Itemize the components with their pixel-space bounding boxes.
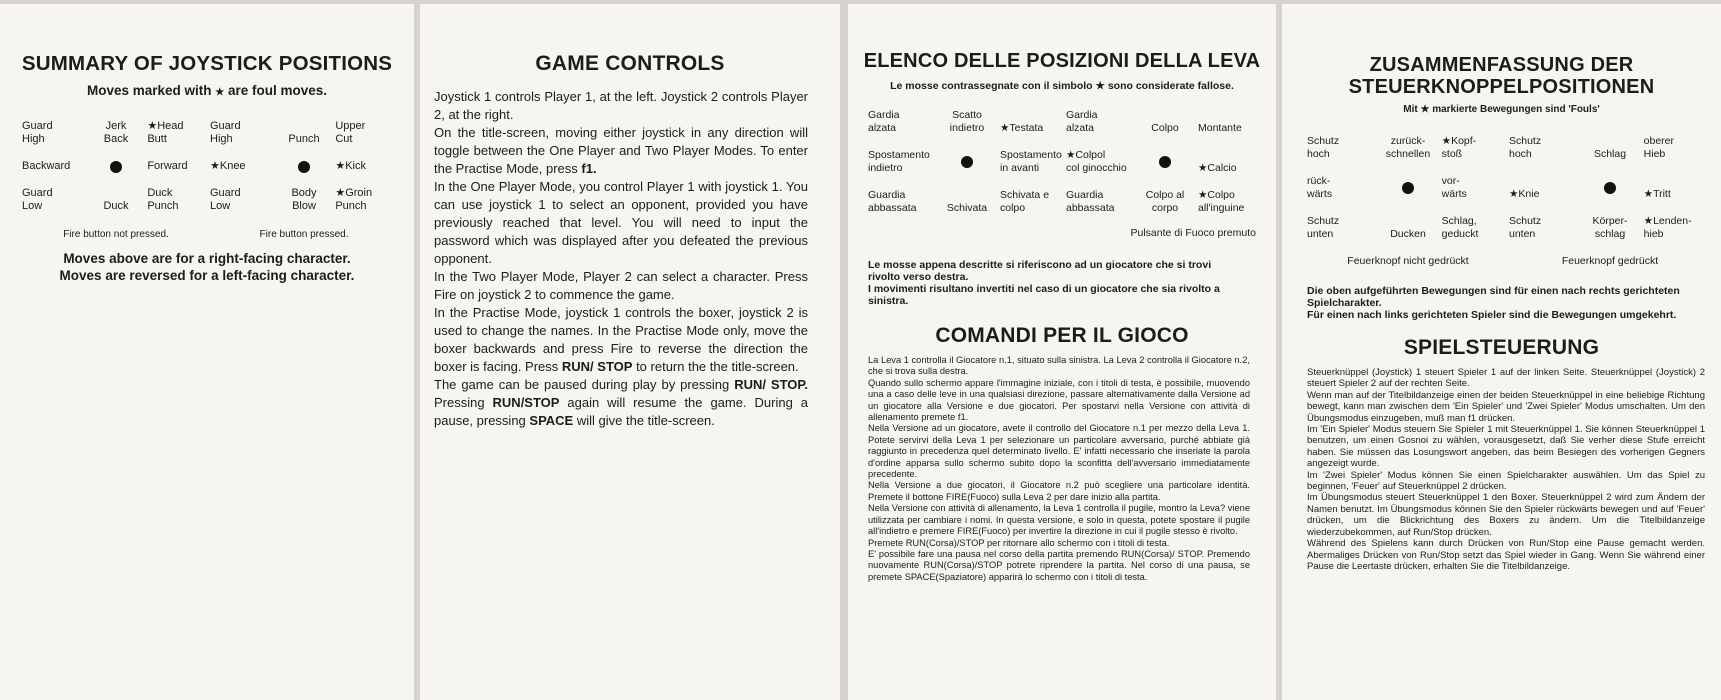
paragraph: Wenn man auf der Titelbildanzeige einen der beiden Steuerknüppel in eine beliebige Richtung bewegt, kann man zwischen dem 'Ein Spieler' und 'Zwei Spieler' Modus umschalten. Um den Übungsmodus einzugeben, muß man f1 drücken. [1307, 389, 1705, 424]
position-label: Duck [103, 200, 129, 212]
star-icon: ★ [215, 87, 225, 98]
position-label: zurück- schnellen [1385, 135, 1431, 160]
position-label: Backward [22, 160, 71, 172]
dot-icon [298, 161, 310, 173]
panel-summary-joystick [0, 4, 414, 700]
dot-icon [1604, 182, 1616, 194]
fire-legend [868, 227, 1256, 239]
position-label: Guard High [210, 120, 241, 145]
panel3-title: ELENCO DELLE POSIZIONI DELLA LEVA [863, 50, 1261, 72]
panel3-subtitle: Le mosse contrassegnate con il simbolo ★ sono considerate fallose. [890, 80, 1234, 92]
position-label: Schlag [1593, 148, 1627, 160]
position-label: vor- wärts [1441, 175, 1467, 200]
position-label: Spostamento in avanti [1000, 149, 1062, 174]
position-label: Colpo al corpo [1145, 189, 1185, 214]
panel3-title2: COMANDI PER IL GIOCO [935, 324, 1189, 347]
panel-italian [848, 4, 1276, 700]
position-label: Punch [288, 133, 320, 145]
position-label: Guard High [22, 120, 53, 145]
text-span: On the title-screen, moving either joystick in any direction will toggle between the One Player and Two Player Modes. To enter the Practise Mode, press [434, 125, 808, 176]
text-span: In the Practise Mode, joystick 1 controls the boxer, joystick 2 is used to change the names. In the Practise Mode only, move the boxer backwards and press Fire to reverse the direction the boxer is facing. Press [434, 305, 808, 374]
text-span: to return the the title-screen. [632, 359, 799, 374]
position-label: oberer Hieb [1643, 135, 1675, 160]
key-run-stop: RUN/ STOP [561, 359, 633, 374]
paragraph: Im Übungsmodus steuert Steuerknüppel 1 den Boxer. Steuerknüppel 2 wird zum Ändern der Namen benutzt. Im Übungsmodus können Sie den Spieler rückwärts bewegen und auf 'Feuer' drücken, um die Blickrichtung des Boxers zu ändern. Um die Titelbildanzeige wiederzubekommen, auf Run/Stop drücken. [1307, 492, 1705, 538]
center-dot-icon [1576, 175, 1643, 201]
position-label: Scatto indietro [949, 109, 985, 134]
dot-icon [1402, 182, 1414, 194]
paragraph: In the Two Player Mode, Player 2 can select a character. Press Fire on joystick 2 to commence the game. [434, 269, 808, 302]
panel4-title: ZUSAMMENFASSUNG DER STEUERKNOPPELPOSITIONEN [1348, 54, 1655, 98]
paragraph: Nella Versione a due giocatori, il Giocatore n.2 può scegliere una particolare identità. Premete il bottone FIRE(Fuoco) sulla Leva 2 per dare inizio alla partita. [868, 480, 1250, 502]
position-label: Schlag, geduckt [1441, 215, 1479, 240]
paragraph: Steuerknüppel (Joystick) 1 steuert Spieler 1 auf der linken Seite. Steuerknüppel (Joystick) 2 steuert Spieler 2 auf der rechten Seite. [1307, 367, 1705, 390]
paragraph: Im 'Zwei Spieler' Modus können Sie einen Spielcharakter auswählen. Um das Spiel zu beginnen, 'Feuer' auf Steuerknüppel 2 drücken. [1307, 469, 1705, 493]
position-label: ★Tritt [1643, 188, 1671, 200]
text-span: again will resume the game. During a pause, pressing [434, 395, 808, 428]
position-label: Jerk Back [103, 120, 129, 145]
paragraph: Nella Versione con attività di allenamento, la Leva 1 controlla il pugile, montro la Leva? viene utilizzata per cambiare i nomi. In questa versione, e solo in questa, potete spostare il pugile all'indietro e premere FIRE(Fuoco) per invertire la direzione in cui il pugile stesso è rivolto. [868, 503, 1250, 537]
panel1-subtitle [0, 83, 414, 98]
paragraph: Im 'Ein Spieler' Modus steuern Sie Spieler 1 mit Steuerknüppel 1. Sie können Steuerknüppel 1 benutzen, um einen Gosnoi zu wählen, vorausgesetzt, daß Sie verher diese Stufe erreicht haben. Sie müssen das Losungswort angeben, das beim Besiegen des vorherigen Gegners angezeigt wurde. [1307, 424, 1705, 470]
panel3-note: Le mosse appena descritte si riferiscono ad un giocatore che si trovi rivolto verso destra. I movimenti risultano invertiti nel caso di un giocatore che sia rivolto a sinistra. [868, 259, 1220, 307]
fire-legend [22, 229, 398, 240]
position-label: rück- wärts [1307, 175, 1333, 200]
position-label: ★Colpo all'inguine [1198, 189, 1245, 214]
position-label: Guardia abbassata [1066, 189, 1115, 214]
panel1-title: SUMMARY OF JOYSTICK POSITIONS [21, 52, 393, 75]
position-label: Colpo [1151, 122, 1179, 134]
position-label: Upper Cut [335, 120, 366, 145]
joystick-grid [1307, 135, 1711, 241]
position-label: Schivata [946, 202, 988, 214]
joystick-grid [22, 120, 398, 213]
position-label: Guardia abbassata [868, 189, 917, 214]
position-label: Schivata e colpo [1000, 189, 1050, 214]
position-label: Schutz unten [1509, 215, 1542, 240]
position-label: Körper- schlag [1592, 215, 1628, 240]
position-label: ★Kopf- stoß [1441, 135, 1477, 160]
position-label: Ducken [1390, 228, 1426, 240]
position-label: Schutz hoch [1509, 135, 1542, 160]
panel3-body [868, 355, 1250, 583]
dot-icon [110, 161, 122, 173]
position-label: Schutz hoch [1307, 135, 1340, 160]
fire-pressed-label: Fire button pressed. [259, 229, 349, 240]
key-run-stop: RUN/ STOP. [734, 377, 809, 392]
paragraph [434, 124, 808, 178]
key-run-stop: RUN/STOP [492, 395, 560, 410]
paragraph: In the One Player Mode, you control Player 1 with joystick 1. You can use joystick 1 to select an opponent, provided you have previously reached that level. You will need to input the password which was displayed after you defeated the previous opponent. [434, 179, 808, 266]
paragraph: Joystick 1 controls Player 1, at the left. Joystick 2 controls Player 2, at the right. [434, 89, 808, 122]
panel2-body [434, 88, 808, 430]
fire-legend [1307, 255, 1711, 267]
position-label: ★Lenden- hieb [1643, 215, 1692, 240]
fire-pressed-label: Pulsante di Fuoco premuto [1130, 227, 1256, 239]
panel1-subtitle-post: are foul moves. [228, 83, 328, 98]
panel4-subtitle: Mit ★ markierte Bewegungen sind 'Fouls' [1403, 104, 1600, 115]
paragraph [434, 376, 808, 430]
paragraph: Quando sullo schermo appare l'immagine iniziale, con i titoli di testa, è possibile, muovendo una a caso delle leve in una qualsiasi direzione, passare alternativamente dalla Versione ad un giocatore alla Versione e due giocatori. Per spostarvi nella Versione con attività di allenamento premete f1. [868, 377, 1250, 423]
center-dot-icon [273, 160, 336, 173]
panel4-title2: SPIELSTEUERUNG [1403, 336, 1600, 359]
position-label: ★Head Butt [147, 120, 184, 145]
fire-pressed-label: Feuerknopf gedrückt [1561, 255, 1659, 267]
position-label: Gardia alzata [1066, 109, 1098, 134]
center-dot-icon [85, 160, 148, 173]
position-label: Body Blow [291, 187, 317, 212]
dot-icon [1159, 156, 1171, 168]
panel4-body [1307, 367, 1705, 572]
text-span: The game can be paused during play by pressing [434, 377, 735, 392]
position-label: ★Groin Punch [335, 187, 373, 212]
position-label: ★Calcio [1198, 162, 1237, 174]
position-label: ★Knie [1509, 188, 1540, 200]
position-label: ★Testata [1000, 122, 1044, 134]
center-dot-icon [1132, 149, 1198, 175]
position-label: ★Knee [210, 160, 246, 172]
panel1-subtitle-pre: Moves marked with [86, 83, 212, 98]
position-label: Spostamento indietro [868, 149, 930, 174]
panel1-note: Moves above are for a right-facing character. Moves are reversed for a left-facing character. [59, 251, 355, 283]
panel-german [1282, 4, 1721, 700]
center-dot-icon [1374, 175, 1441, 201]
fire-not-pressed-label: Fire button not pressed. [63, 229, 169, 240]
position-label: Gardia alzata [868, 109, 900, 134]
center-dot-icon [934, 149, 1000, 175]
position-label: Forward [147, 160, 188, 172]
fire-not-pressed-label: Feuerknopf nicht gedrückt [1347, 255, 1469, 267]
key-f1: f1. [581, 161, 597, 176]
position-label: Montante [1198, 122, 1242, 134]
dot-icon [961, 156, 973, 168]
text-span: Pressing [434, 395, 493, 410]
position-label: ★Colpol col ginocchio [1066, 149, 1127, 174]
position-label: Guard Low [210, 187, 241, 212]
paragraph: Während des Spielens kann durch Drücken von Run/Stop eine Pause gemacht werden. Abermaliges Drücken von Run/Stop setzt das Spiel wieder in Gang. Wenn Sie während einer Pause die Leertaste drücken, erhalten Sie die Titelbildanzeige. [1307, 538, 1705, 572]
paragraph: Premete RUN(Corsa)/STOP per ritornare allo schermo con i titoli di testa. [868, 537, 1170, 548]
paragraph [434, 304, 808, 376]
key-space: SPACE [529, 413, 574, 428]
text-span: will give the title-screen. [573, 413, 715, 428]
panel2-title: GAME CONTROLS [535, 52, 725, 75]
paragraph: E' possibile fare una pausa nel corso della partita premendo RUN(Corsa)/ STOP. Premendo nuovamente RUN(Corsa)/STOP potrete riprendere la partita. Nel corso di una pausa, se premete SPACE(Spaziatore) apparirà lo schermo con i titoli di testa. [868, 548, 1250, 582]
position-label: Schutz unten [1307, 215, 1340, 240]
panel4-note: Die oben aufgeführten Bewegungen sind für einen nach rechts gerichteten Spielcharakter. Für einen nach links gerichteten Spieler sind die Bewegungen umgekehrt. [1307, 285, 1680, 321]
panel-game-controls [420, 4, 840, 700]
paragraph: La Leva 1 controlla il Giocatore n.1, situato sulla sinistra. La Leva 2 controlla il Giocatore n.2, che si trova sulla destra. [868, 355, 1250, 377]
position-label: Duck Punch [147, 187, 179, 212]
position-label: ★Kick [335, 160, 366, 172]
paragraph: Nella Versione ad un giocatore, avete il controllo del Giocatore n.1 per mezzo della Leva 1. Potete servirvi della Leva 1 per selezionare un particolare avversario, purché abbiate già raggiunto in precedenza quel determinato livello. E' infatti necessario che inseriate la parola d'ordine apparsa sullo schermo subito dopo la sconfitta dell'avversario immediatamente precedente. [868, 423, 1250, 480]
position-label: Guard Low [22, 187, 53, 212]
joystick-grid [868, 109, 1264, 215]
